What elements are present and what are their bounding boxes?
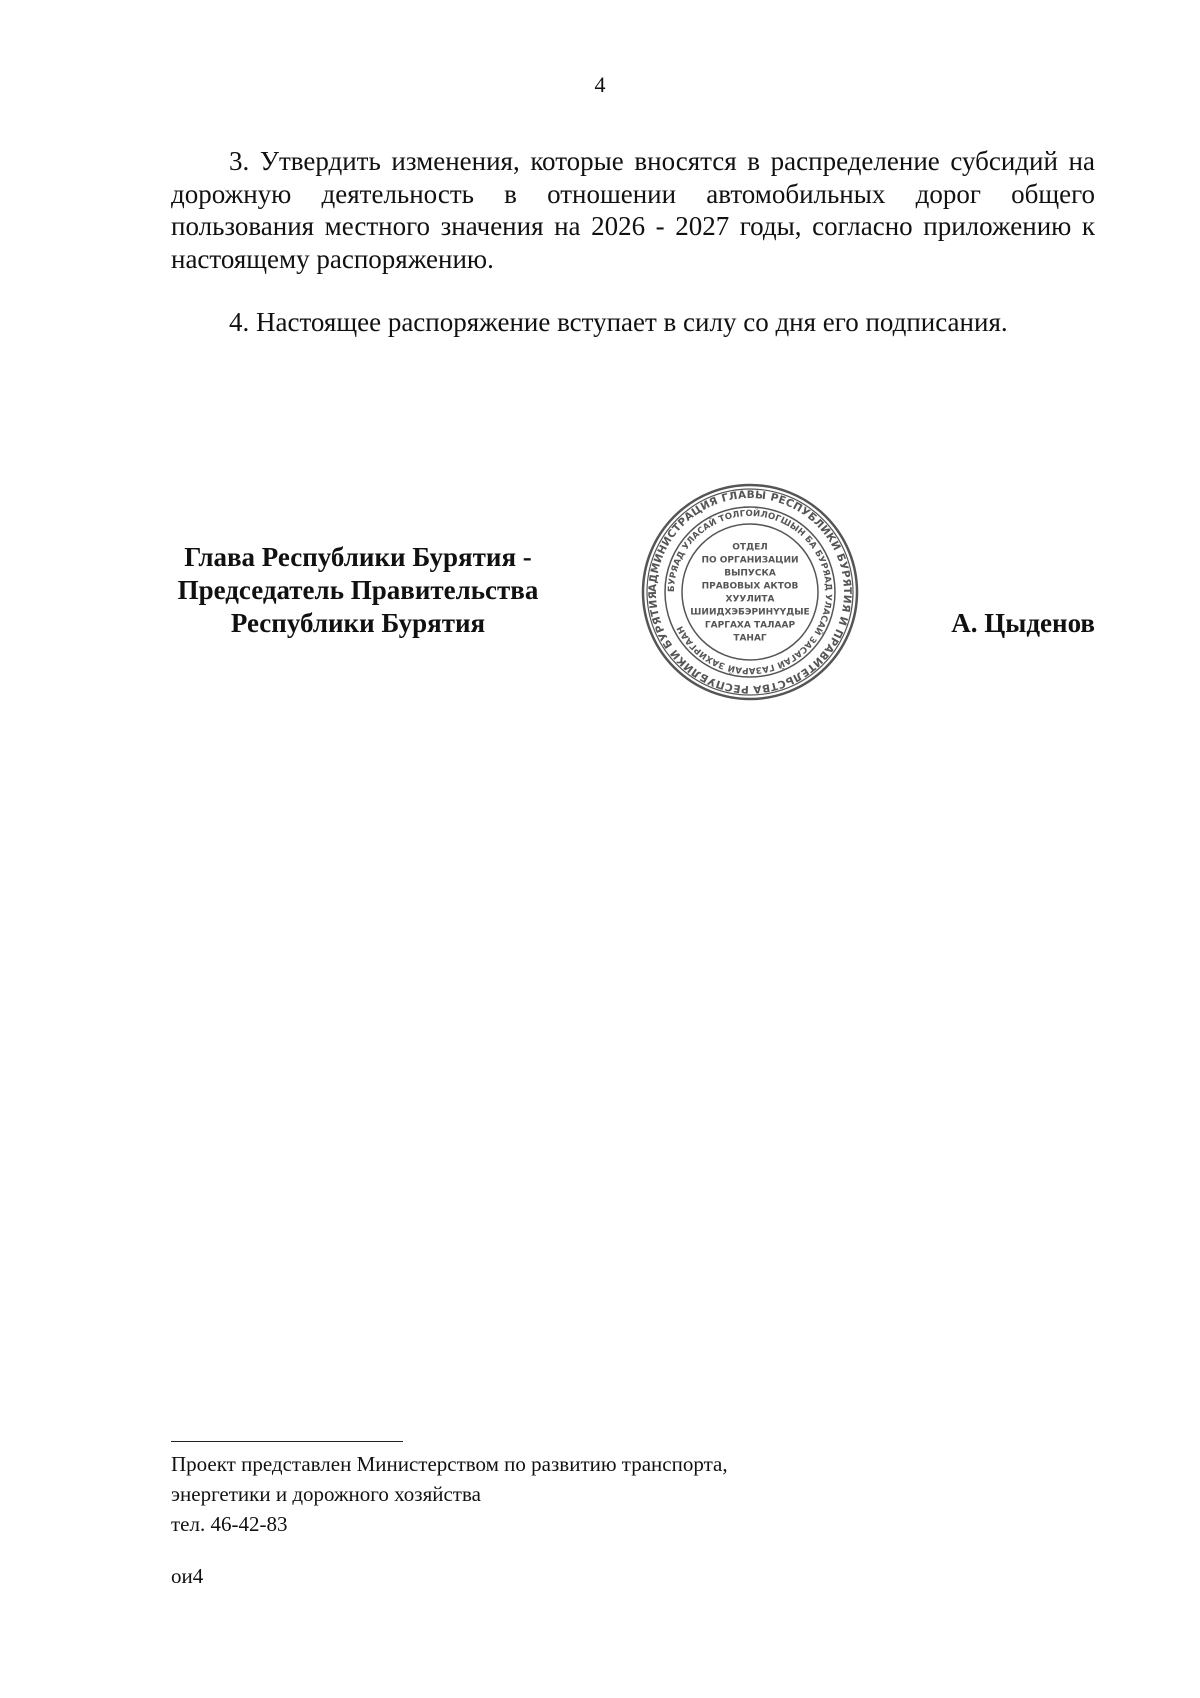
stamp-center-line: ПРАВОВЫХ АКТОВ <box>701 581 799 592</box>
signer-name: А. Цыденов <box>951 608 1095 638</box>
footnote <box>171 1449 728 1539</box>
file-code: ои4 <box>171 1564 204 1588</box>
stamp-seal-icon <box>640 482 860 702</box>
paragraph-item-4: 4. Настоящее распоряжение вступает в силу со дня его подписания. <box>229 307 1008 337</box>
footnote-line-2: энергетики и дорожного хозяйства <box>171 1482 481 1506</box>
stamp-outer-text: АДМИНИСТРАЦИЯ ГЛАВЫ РЕСПУБЛИКИ БУРЯТИЯ И ПРАВИТЕЛЬСТВА РЕСПУБЛИКИ БУРЯТИЯ <box>646 488 854 696</box>
paragraph-item-3: 3. Утвердить изменения, которые вносятся в распределение субсидий на дорожную деятельность в отношении автомобильных дорог общего пользования местного значения на 2026 - 2027 годы, согласно приложению к настоящему распоряжению. <box>171 146 1095 274</box>
official-stamp <box>640 482 860 702</box>
signer-title-line-2: Председатель Правительства <box>177 575 539 605</box>
footnote-line-3: тел. 46-42-83 <box>171 1512 288 1536</box>
stamp-center-line: ХУУЛИТА <box>725 594 775 605</box>
stamp-center-line: ШИИДХЭБЭРИНҮҮДЫЕ <box>690 607 810 618</box>
stamp-inner-text: БУРЯАД УЛАСАЙ ТОЛГОЙЛОГШЫН БА БУРЯАД УЛАСАЙ ЗАСАГАЙ ГАЗАРАЙ ЗАХИРГААН <box>666 508 834 676</box>
page-number: 4 <box>594 72 606 97</box>
footnote-divider <box>171 1441 403 1442</box>
stamp-center-line: ОТДЕЛ <box>732 542 768 553</box>
stamp-center-line: ПО ОРГАНИЗАЦИИ <box>701 555 799 566</box>
stamp-center-line: ТАНАГ <box>733 633 767 644</box>
signer-title-line-1: Глава Республики Бурятия - <box>184 542 532 572</box>
stamp-center-line: ГАРГАХА ТАЛААР <box>704 620 796 631</box>
signer-title-line-3: Республики Бурятия <box>230 608 486 638</box>
signer-title <box>160 541 556 640</box>
footnote-line-1: Проект представлен Министерством по развитию транспорта, <box>171 1452 728 1476</box>
stamp-center-line: ВЫПУСКА <box>724 568 776 579</box>
svg-text:АДМИНИСТРАЦИЯ ГЛАВЫ РЕСПУБЛИКИ <box>647 489 853 695</box>
